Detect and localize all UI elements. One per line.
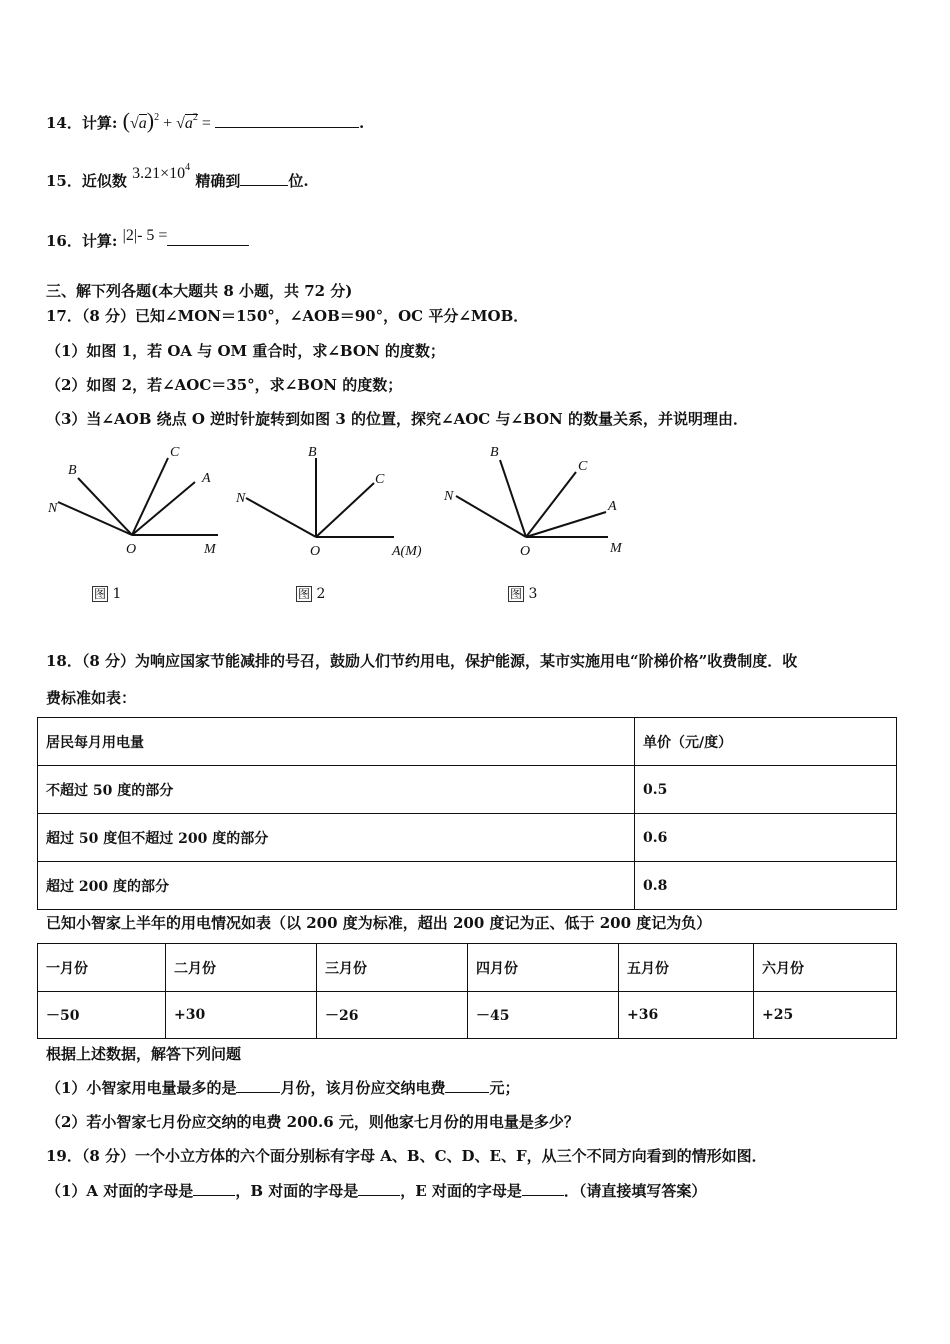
figure-1-diagram xyxy=(40,440,230,565)
ray-oc xyxy=(316,483,374,537)
q18-stem-line1: 18．（8 分）为响应国家节能减排的号召，鼓励人们节约用电，保护能源，某市实施用电“阶梯价格”收费制度．收 xyxy=(46,652,798,670)
q16-label: 16．计算: xyxy=(46,232,118,250)
label-m: M xyxy=(204,542,216,557)
price-table-header-row xyxy=(38,718,897,766)
label-m: M xyxy=(610,541,622,556)
q17-part1: （1）如图 1，若 OA 与 OM 重合时，求∠BON 的度数； xyxy=(46,342,445,360)
ray-oc xyxy=(132,458,168,535)
q15-label: 15．近似数 xyxy=(46,172,127,190)
figure-3 xyxy=(436,440,646,569)
price-cell-value: 0.6 xyxy=(635,814,897,862)
figure-1-caption: 图 1 xyxy=(94,586,122,602)
q19-part1: （1）A 对面的字母是 ，B 对面的字母是 ，E 对面的字母是 ．（请直接填写答案） xyxy=(46,1182,707,1200)
figure-3-caption: 图 3 xyxy=(510,586,538,602)
label-b: B xyxy=(308,445,317,460)
table-row xyxy=(38,862,897,910)
label-o: O xyxy=(126,542,137,557)
q18-fee-blank[interactable] xyxy=(445,1078,489,1093)
q15-text: 精确到 xyxy=(195,172,241,190)
label-n: N xyxy=(48,501,58,516)
table-row xyxy=(38,814,897,862)
q18-after: 根据上述数据，解答下列问题 xyxy=(46,1045,242,1063)
price-cell-range: 超过 50 度但不超过 200 度的部分 xyxy=(38,814,635,862)
usage-value: +36 xyxy=(619,992,754,1039)
price-cell-range: 超过 200 度的部分 xyxy=(38,862,635,910)
usage-value: +25 xyxy=(754,992,897,1039)
q19-e-blank[interactable] xyxy=(522,1181,564,1196)
q19-a-blank[interactable] xyxy=(193,1181,235,1196)
q17-part3: （3）当∠AOB 绕点 O 逆时针旋转到如图 3 的位置，探究∠AOC 与∠BON 的数量关系，并说明理由． xyxy=(46,410,748,428)
price-cell-value: 0.5 xyxy=(635,766,897,814)
label-n: N xyxy=(444,489,454,504)
ray-on xyxy=(246,498,316,537)
usage-value: +30 xyxy=(166,992,317,1039)
usage-header-month: 一月份 xyxy=(38,944,166,992)
q17-part2: （2）如图 2，若∠AOC＝35°，求∠BON 的度数； xyxy=(46,376,403,394)
question-16 xyxy=(46,227,249,251)
usage-header-month: 五月份 xyxy=(619,944,754,992)
usage-value: －45 xyxy=(468,992,619,1039)
q18-month-blank[interactable] xyxy=(236,1078,280,1093)
usage-header-month: 三月份 xyxy=(317,944,468,992)
q18-usage-intro: 已知小智家上半年的用电情况如表（以 200 度为标准，超出 200 度记为正、低于 200 度记为负） xyxy=(46,914,712,932)
label-c: C xyxy=(375,472,385,487)
q18-part1: （1）小智家用电量最多的是 月份，该月份应交纳电费 元； xyxy=(46,1079,520,1097)
table-row xyxy=(38,766,897,814)
section-3-title: 三、解下列各题(本大题共 8 小题，共 72 分) xyxy=(46,282,353,300)
ray-on xyxy=(58,502,132,535)
label-am: A(M) xyxy=(392,544,422,559)
figure-1 xyxy=(40,440,230,569)
q14-answer-blank[interactable] xyxy=(215,113,359,128)
q15-number: $3.21\times 10^4$ xyxy=(132,162,191,182)
price-cell-range: 不超过 50 度的部分 xyxy=(38,766,635,814)
label-c: C xyxy=(170,445,180,460)
label-a: A xyxy=(608,499,617,514)
q14-label: 14．计算: xyxy=(46,114,118,132)
figure-2-caption: 图 2 xyxy=(298,586,326,602)
table-row xyxy=(38,992,897,1039)
label-n: N xyxy=(236,491,246,506)
usage-header-month: 二月份 xyxy=(166,944,317,992)
ray-oc xyxy=(526,472,576,537)
figure-3-diagram xyxy=(436,440,646,565)
q19-stem: 19．（8 分）一个小立方体的六个面分别标有字母 A、B、C、D、E、F，从三个不同方向看到的情形如图． xyxy=(46,1147,767,1165)
q18-stem-line2: 费标准如表： xyxy=(46,689,137,707)
q19-b-blank[interactable] xyxy=(358,1181,400,1196)
price-header-usage: 居民每月用电量 xyxy=(38,718,635,766)
q18-part2: （2）若小智家七月份应交纳的电费 200.6 元，则他家七月份的用电量是多少？ xyxy=(46,1113,579,1131)
question-14: 14．计算: $(√a)^2 + √a^2$ = . xyxy=(46,108,365,133)
q17-stem: 17．（8 分）已知∠MON＝150°，∠AOB＝90°，OC 平分∠MOB． xyxy=(46,307,529,325)
q16-answer-blank[interactable] xyxy=(167,231,249,246)
q16-expression: |2|- 5 = xyxy=(122,227,168,244)
label-c: C xyxy=(578,459,588,474)
usage-value: －26 xyxy=(317,992,468,1039)
price-cell-value: 0.8 xyxy=(635,862,897,910)
label-b: B xyxy=(490,445,499,460)
price-table xyxy=(37,717,897,910)
q14-expression: $(√a)^2 + √a^2$ = xyxy=(122,108,211,133)
usage-table xyxy=(37,943,897,1039)
ray-on xyxy=(456,496,526,537)
price-header-unit: 单价（元/度） xyxy=(635,718,897,766)
ray-oa xyxy=(132,482,195,535)
usage-header-month: 六月份 xyxy=(754,944,897,992)
label-o: O xyxy=(310,544,321,559)
label-o: O xyxy=(520,544,531,559)
label-b: B xyxy=(68,463,77,478)
figure-2 xyxy=(232,440,442,569)
usage-table-header-row xyxy=(38,944,897,992)
q15-answer-blank[interactable] xyxy=(240,171,288,186)
label-a: A xyxy=(202,471,211,486)
usage-header-month: 四月份 xyxy=(468,944,619,992)
question-15: 15．近似数 $3.21\times 10^4$ 精确到 位. xyxy=(46,162,309,190)
figure-2-diagram xyxy=(232,440,442,565)
usage-value: －50 xyxy=(38,992,166,1039)
ray-ob xyxy=(500,460,526,537)
ray-oa xyxy=(526,512,606,537)
ray-ob xyxy=(78,478,132,535)
